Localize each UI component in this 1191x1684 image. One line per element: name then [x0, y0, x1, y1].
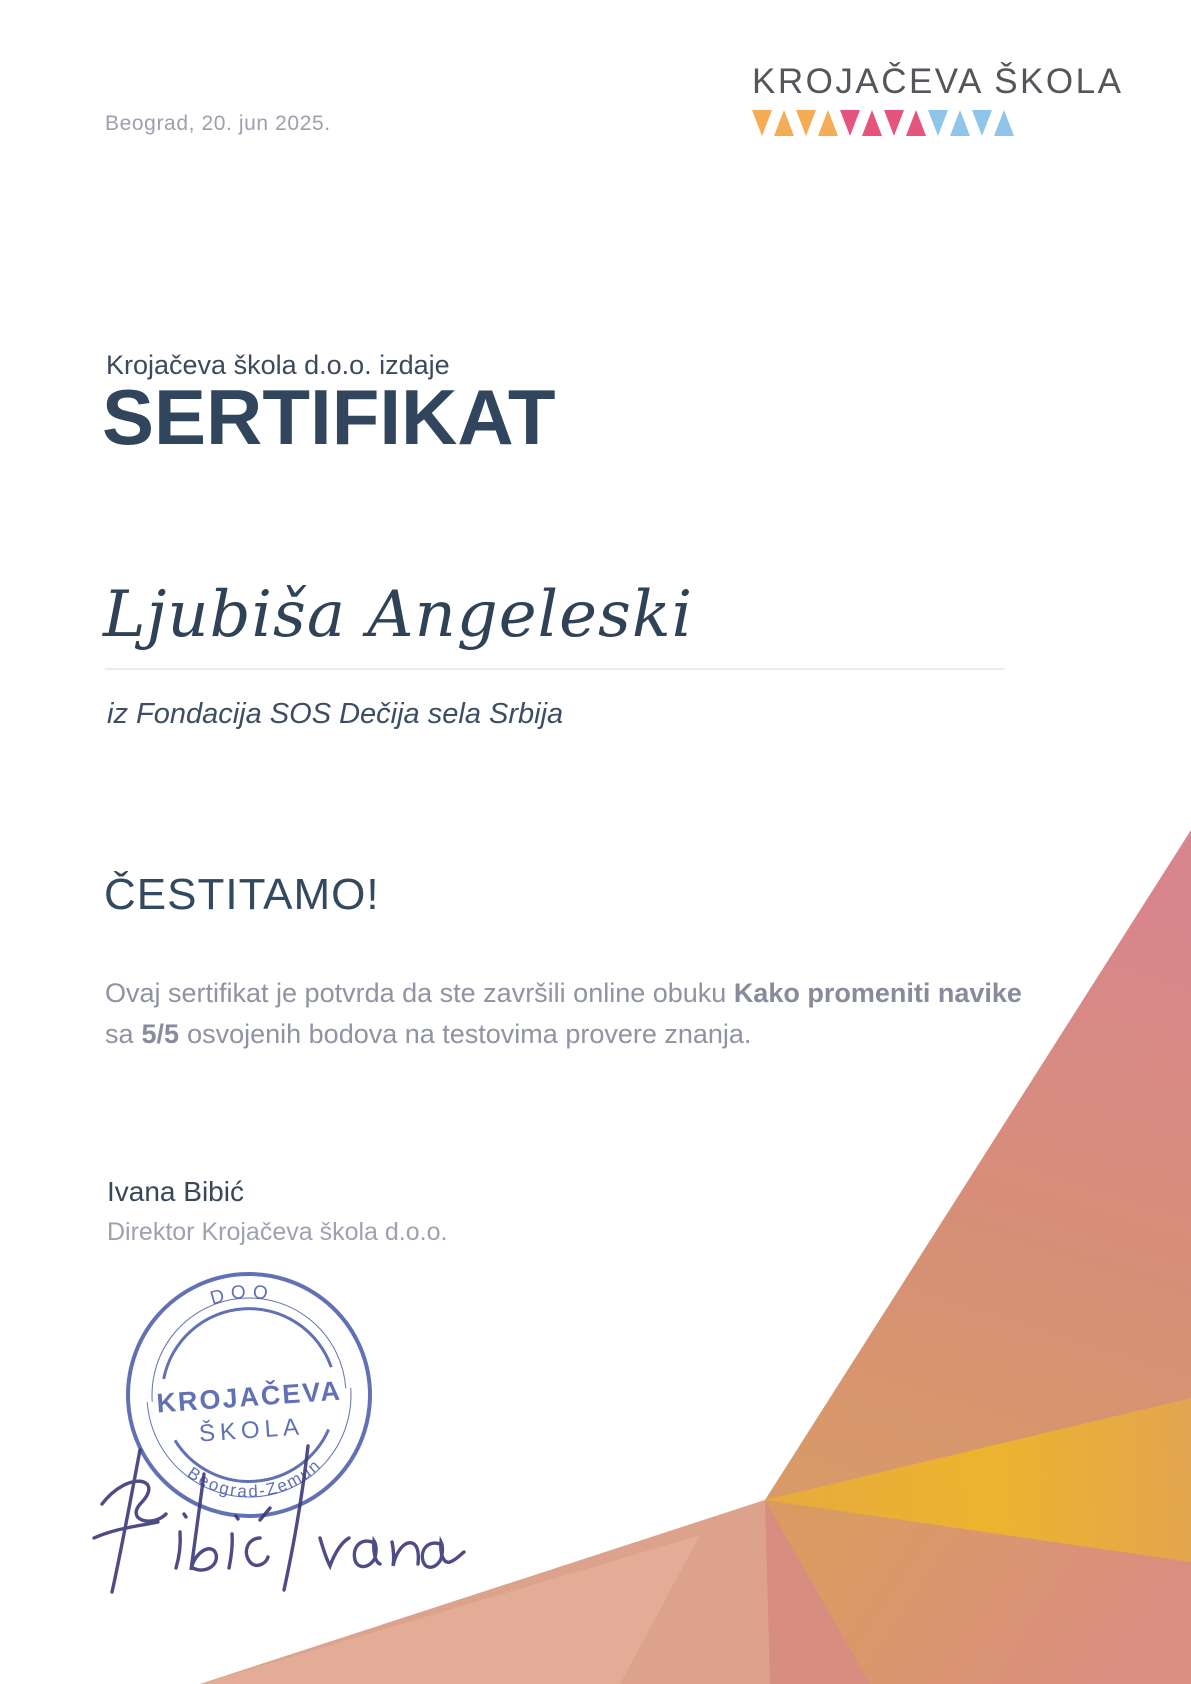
body-seg3: osvojenih bodova na testovima provere znanja.: [187, 1019, 752, 1049]
brand-name: KROJAČEVA ŠKOLA: [752, 62, 1124, 101]
orange-triangle-down-icon: [752, 110, 772, 136]
name-underline: [105, 668, 1005, 670]
stamp-top-text: DOO: [207, 1281, 275, 1310]
svg-text:DOO: [208, 1280, 277, 1310]
signatory-role: Direktor Krojačeva škola d.o.o.: [107, 1218, 448, 1246]
orange-triangle-up-icon: [818, 110, 838, 136]
congrats-heading: ČESTITAMO!: [104, 870, 380, 919]
pink-triangle-up-icon: [862, 110, 882, 136]
certificate-body-text: [105, 973, 1055, 1055]
recipient-name: Ljubiša Angeleski: [103, 578, 694, 652]
course-name: Kako promeniti navike: [733, 978, 1022, 1008]
certificate-title: SERTIFIKAT: [102, 373, 556, 461]
date-line: Beograd, 20. jun 2025.: [105, 112, 331, 135]
body-seg1: Ovaj sertifikat je potvrda da ste završili online obuku: [105, 978, 734, 1008]
blue-triangle-down-icon: [972, 110, 992, 136]
brand-logo: [752, 62, 1123, 136]
blue-triangle-up-icon: [994, 110, 1014, 136]
stamp-upper-arc: [159, 1303, 331, 1379]
orange-triangle-up-icon: [774, 110, 794, 136]
score-value: 5/5: [141, 1019, 180, 1049]
stamp-bottom-text: Beograd-Zemun: [183, 1455, 326, 1502]
pink-triangle-down-icon: [840, 110, 860, 136]
blue-triangle-down-icon: [928, 110, 948, 136]
brand-triangle-strip: [752, 110, 1014, 136]
stamp-company-name: KROJAČEVA: [155, 1375, 343, 1419]
pink-triangle-down-icon: [884, 110, 904, 136]
pink-triangle-up-icon: [906, 110, 926, 136]
signatory-name: Ivana Bibić: [107, 1176, 244, 1207]
body-seg2: sa: [105, 1019, 134, 1049]
issuer-line: Krojačeva škola d.o.o. izdaje: [106, 350, 450, 380]
orange-triangle-down-icon: [796, 110, 816, 136]
signature-handwriting: [88, 1440, 468, 1610]
recipient-organization: iz Fondacija SOS Dečija sela Srbija: [107, 698, 564, 730]
blue-triangle-up-icon: [950, 110, 970, 136]
stamp-company-name-2: ŠKOLA: [198, 1413, 305, 1448]
